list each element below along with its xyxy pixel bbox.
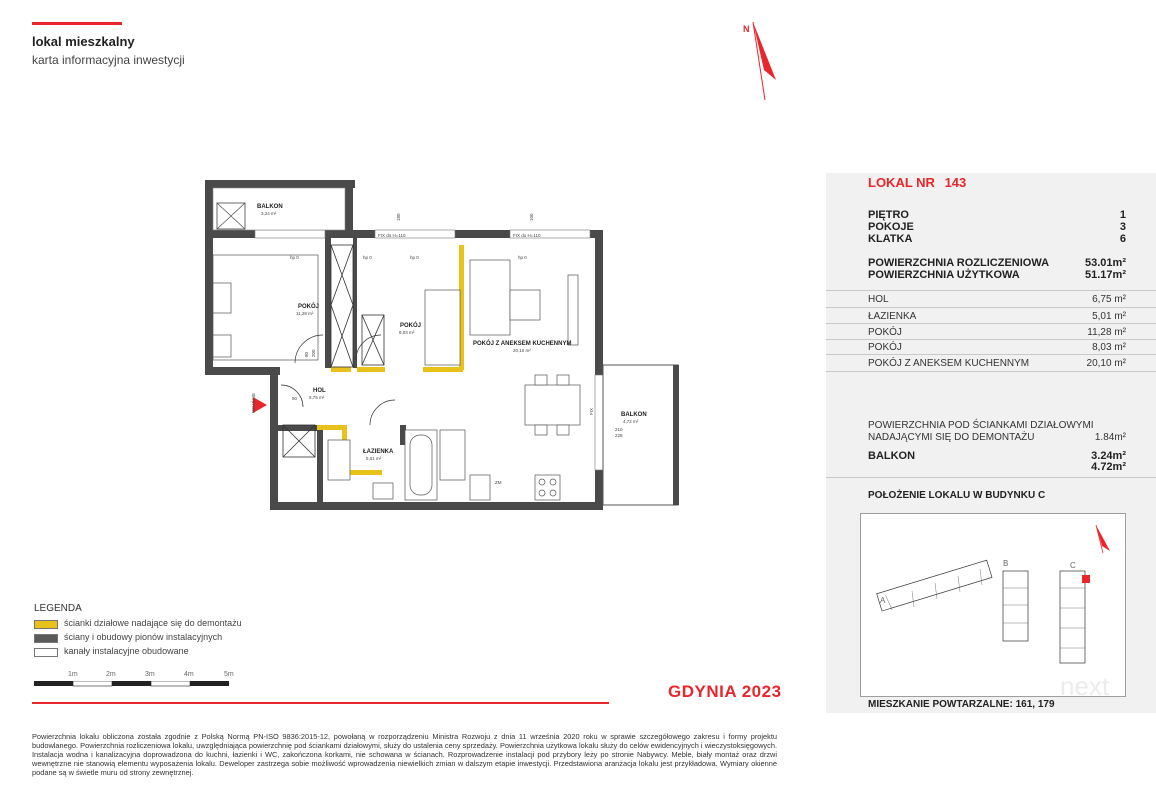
footer-accent-line: [32, 702, 609, 704]
balkon-value-2: 4.72m²: [1091, 461, 1126, 473]
brand-text: GDYNIA 2023: [668, 682, 782, 701]
plan-salon-name: POKÓJ Z ANEKSEM KUCHENNYM: [473, 341, 572, 347]
room-label-pokoj2: POKÓJ: [868, 342, 902, 353]
spec-label-rooms: POKOJE: [868, 221, 914, 233]
legend-swatch-walls: [34, 634, 58, 643]
plan-lazienka-name: ŁAZIENKA: [363, 449, 394, 455]
plan-dim-228: 228: [615, 433, 623, 438]
scale-4m: 4m: [184, 671, 194, 678]
plan-zm: ZM: [495, 480, 502, 485]
legend-item-walls: ściany i obudowy pionów instalacyjnych: [64, 632, 223, 642]
building-b-label: B: [1003, 559, 1009, 568]
spec-value-rooms: 3: [1119, 221, 1126, 233]
repeat-units: MIESZKANIE POWTARZALNE: 161, 179: [868, 699, 1055, 710]
header-subtitle: karta informacyjna inwestycji: [32, 53, 185, 67]
plan-pokoj2-name: POKÓJ: [400, 323, 422, 329]
room-value-hol: 6,75 m²: [1092, 294, 1126, 305]
room-label-hol: HOL: [868, 294, 889, 305]
area-value-usable: 51.17m²: [1085, 269, 1126, 281]
watermark: next: [1060, 671, 1110, 698]
plan-dim-180: 180: [396, 213, 401, 221]
plan-lazienka-area: 5,01 m²: [366, 456, 382, 461]
walls-note-line1: POWIERZCHNIA POD ŚCIANKAMI DZIAŁOWYMI: [868, 420, 1094, 431]
location-title: POŁOŻENIE LOKALU W BUDYNKU C: [868, 490, 1046, 501]
divider: [826, 323, 1156, 324]
balkon-value-1: 3.24m²: [1091, 450, 1126, 462]
plan-balkon1-name: BALKON: [257, 204, 283, 210]
brand-logo: [668, 682, 782, 702]
plan-fix1: FIX do H=110: [378, 233, 406, 238]
room-value-pokoj1: 11,28 m²: [1087, 327, 1126, 338]
plan-dim-200: 200: [311, 349, 316, 357]
plan-pokoj1-name: POKÓJ: [298, 304, 320, 310]
plan-hp4: hp 0: [518, 255, 527, 260]
room-label-lazienka: ŁAZIENKA: [868, 311, 917, 322]
room-label-pokoj1: POKÓJ: [868, 327, 902, 338]
legend-title: LEGENDA: [34, 603, 82, 614]
scale-bar: [34, 681, 239, 687]
north-arrow-icon: [740, 18, 780, 103]
plan-hol-area: 6,75 m²: [309, 395, 325, 400]
header-title: lokal mieszkalny: [32, 34, 135, 49]
spec-value-floor: 1: [1119, 209, 1126, 221]
walls-note-value: 1.84m²: [1094, 432, 1126, 443]
plan-fix2: FIX do H=110: [513, 233, 541, 238]
building-a-label: A: [880, 596, 886, 605]
building-c-label: C: [1070, 561, 1076, 570]
room-label-salon: POKÓJ Z ANEKSEM KUCHENNYM: [868, 358, 1030, 369]
compass-label: N: [743, 24, 750, 34]
walls-note-line2: NADAJĄCYMI SIĘ DO DEMONTAŻU: [868, 432, 1035, 443]
header-accent-line: [32, 22, 122, 25]
plan-hp2: hp 0: [363, 255, 372, 260]
footer-disclaimer: Powierzchnia lokalu obliczona została zgodnie z Polską Normą PN-ISO 9836:2015-12, powołaną w rozporządzeniu Ministra Rozwoju z dnia 11 września 2020 roku w sprawie szczegółowego zakresu i formy projektu budowlanego. Powierzchnia rozliczeniowa lokalu, uwzględniająca powierzchnię pod ściankami działowymi, służy do ustalenia ceny sprzedaży. Powierzchnia użytkowa lokalu służy do celów ewidencyjnych i wieczystoksięgowych. Instalacja wodna i kanalizacyjna doprowadzona do kuchni, łazienki i WC, zakończona korkami, nie schowana w ścianach. Rozprowadzenie instalacji pod przybory leży po stronie Nabywcy. Meble, biały montaż oraz drzwi wewnętrzne nie stanowią elementu wyposażenia lokalu. Deweloper zastrzega sobie możliwość wprowadzenia niewielkich zmian w dalszym etapie inwestycji. Przedstawiona aranżacja lokalu jest przykładowa. Wymiary okienne podane są w świetle muru od strony zewnętrznej.: [32, 732, 777, 777]
balkon-label: BALKON: [868, 450, 916, 462]
plan-hp3: hp 0: [410, 255, 419, 260]
scale-5m: 5m: [224, 671, 234, 678]
lokal-label: LOKAL NR: [868, 175, 935, 190]
plan-pokoj2-area: 8,03 m²: [399, 330, 415, 335]
lokal-value: 143: [944, 175, 967, 190]
plan-dim-210: 210: [615, 427, 623, 432]
divider: [826, 477, 1156, 478]
plan-fix3: FIX: [589, 407, 594, 415]
legend-swatch-demolition: [34, 620, 58, 629]
spec-label-floor: PIĘTRO: [868, 209, 909, 221]
room-value-lazienka: 5,01 m²: [1092, 311, 1126, 322]
unit-marker: [1082, 575, 1090, 583]
room-value-pokoj2: 8,03 m²: [1092, 342, 1126, 353]
legend-item-demolition: ścianki działowe nadające się do demontażu: [64, 618, 242, 628]
scale-3m: 3m: [145, 671, 155, 678]
divider: [826, 354, 1156, 355]
divider: [826, 371, 1156, 372]
legend-item-ducts: kanały instalacyjne obudowane: [64, 646, 189, 656]
scale-2m: 2m: [106, 671, 116, 678]
plan-balkon2-area: 4,72 m²: [623, 419, 639, 424]
scale-1m: 1m: [68, 671, 78, 678]
divider: [826, 290, 1156, 291]
plan-hp1: hp 0: [290, 255, 299, 260]
plan-balkon2-name: BALKON: [621, 412, 647, 418]
spec-value-stair: 6: [1119, 233, 1126, 245]
floor-plan: [195, 175, 695, 520]
divider: [826, 339, 1156, 340]
area-value-billing: 53.01m²: [1085, 257, 1126, 269]
plan-dim-90: 90: [292, 396, 298, 401]
lokal-number: [868, 175, 966, 190]
legend-swatch-ducts: [34, 648, 58, 657]
building-location-map: [860, 513, 1128, 698]
plan-balkon1-area: 3,24 m²: [261, 211, 277, 216]
area-label-usable: POWIERZCHNIA UŻYTKOWA: [868, 269, 1020, 281]
plan-hol-name: HOL: [313, 388, 326, 394]
plan-dim-100: 100: [529, 213, 534, 221]
plan-dim-80: 80: [304, 351, 309, 357]
divider: [826, 307, 1156, 308]
spec-label-stair: KLATKA: [868, 233, 913, 245]
plan-entry: WEJŚCIE: [251, 392, 256, 413]
plan-pokoj1-area: 11,28 m²: [296, 311, 314, 316]
plan-salon-area: 20,10 m²: [513, 348, 531, 353]
room-value-salon: 20,10 m²: [1086, 358, 1126, 369]
area-label-billing: POWIERZCHNIA ROZLICZENIOWA: [868, 257, 1050, 269]
